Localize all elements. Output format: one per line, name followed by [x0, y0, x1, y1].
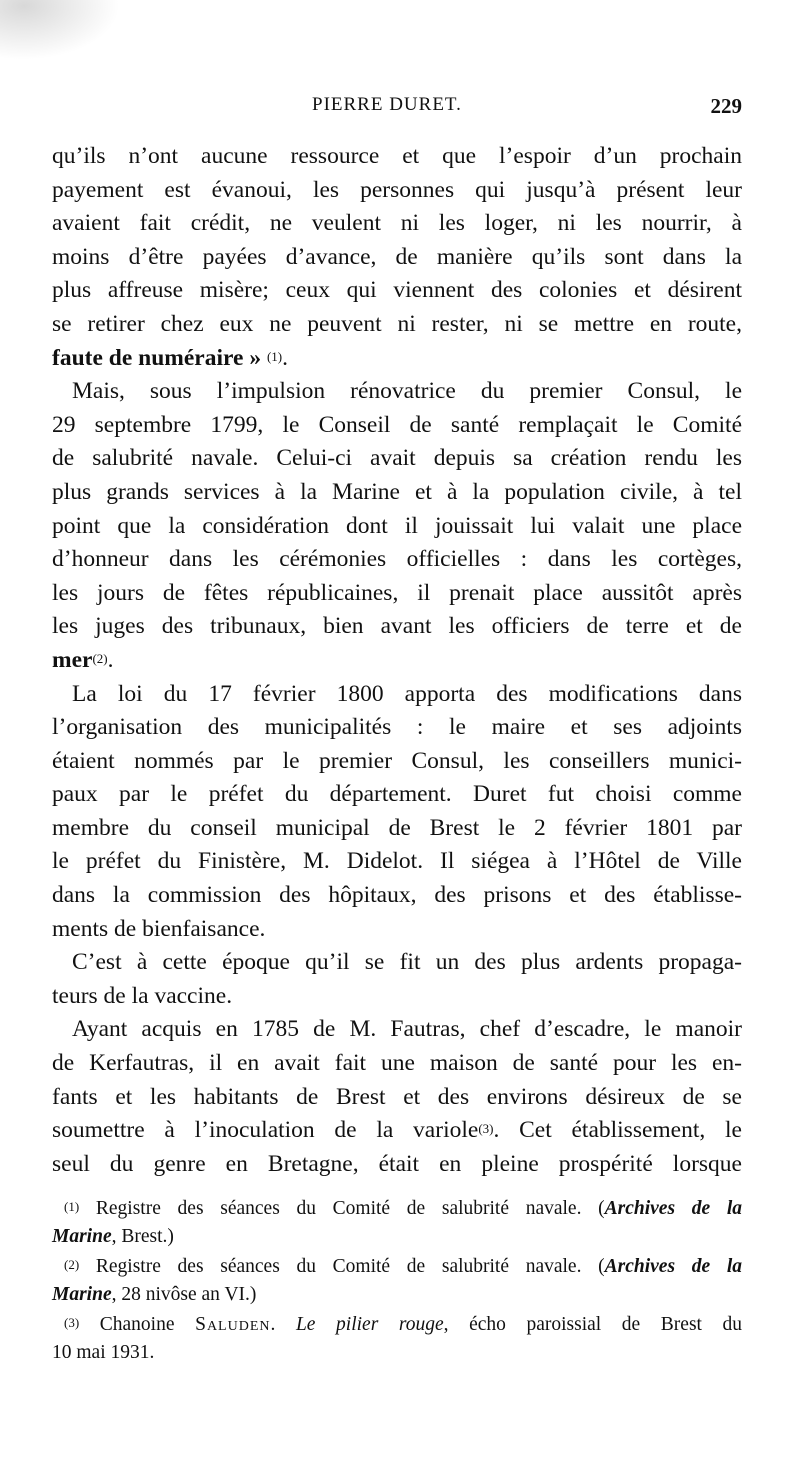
- text-line: [52, 342, 742, 376]
- text-line: seul du genre en Bretagne, était en pleine prospérité lorsque: [52, 1150, 742, 1177]
- footnote-marker: (2): [64, 1257, 80, 1272]
- footnote-2: [52, 1253, 742, 1308]
- page-header: [52, 94, 742, 130]
- text-line: point que la considération dont il jouissait lui valait une place: [52, 512, 742, 539]
- text-fragment: , écho paroissial de Brest du: [443, 1314, 743, 1335]
- footnote-3: [52, 1311, 742, 1366]
- text-fragment: Archives de la: [604, 1198, 743, 1219]
- publication-title: Le pilier rouge: [295, 1314, 444, 1335]
- text-line: le préfet du Finistère, M. Didelot. Il siégea à l’Hôtel de Ville: [52, 848, 742, 875]
- text-fragment: Registre des séances du Comité de salubrité navale. (: [95, 1256, 605, 1277]
- text-line: de salubrité navale. Celui-ci avait depuis sa création rendu les: [52, 445, 742, 472]
- text-line: l’organisation des municipalités : le maire et ses adjoints: [52, 714, 742, 741]
- footnote-ref-1: (1): [266, 348, 283, 364]
- text-line: [52, 644, 742, 678]
- text-line: de Kerfautras, il en avait fait une maison de santé pour les en-: [52, 1050, 742, 1077]
- author-name: Saluden: [195, 1314, 271, 1335]
- footnote-marker: (1): [64, 1199, 80, 1214]
- text-line: qu’ils n’ont aucune ressource et que l’espoir d’un prochain: [52, 143, 742, 169]
- text-fragment: Marine: [52, 1283, 112, 1305]
- text-fragment: .: [107, 646, 114, 673]
- text-fragment: soumettre à l’inoculation de la variole: [52, 1117, 479, 1144]
- text-line: C’est à cette époque qu’il se fit un des plus ardents propaga-: [72, 949, 742, 976]
- text-fragment: .: [282, 344, 288, 371]
- footnote-1: [52, 1195, 742, 1250]
- text-line: les juges des tribunaux, bien avant les officiers de terre et de: [52, 613, 742, 640]
- footnote-line: 10 mai 1931.: [52, 1341, 155, 1363]
- text-line: payement est évanoui, les personnes qui jusqu’à présent leur: [52, 176, 742, 203]
- text-fragment: Registre des séances du Comité de salubrité navale. (: [95, 1198, 605, 1219]
- text-line: moins d’être payées d’avance, de manière qu’ils sont dans la: [52, 243, 742, 270]
- footnotes: [52, 1195, 742, 1369]
- text-fragment: , Brest.): [111, 1225, 174, 1247]
- footnote-line: [52, 1253, 742, 1281]
- text-fragment: . Cet établissement, le: [493, 1117, 742, 1144]
- footnote-marker: (3): [64, 1315, 80, 1330]
- text-line: [52, 1114, 742, 1148]
- paragraph-1: [52, 140, 742, 375]
- footnote-line: [52, 1195, 742, 1223]
- text-fragment: Chanoine: [99, 1314, 196, 1335]
- page-number: 229: [710, 94, 742, 118]
- text-fragment: Archives de la: [604, 1256, 743, 1277]
- text-line: Ayant acquis en 1785 de M. Fautras, chef d’escadre, le manoir: [72, 1016, 742, 1043]
- text-line: dans la commission des hôpitaux, des prisons et des établisse-: [52, 882, 742, 909]
- paragraph-4: [52, 946, 742, 1013]
- text-line: teurs de la vaccine.: [52, 982, 233, 1009]
- text-line: les jours de fêtes républicaines, il prenait place aussitôt après: [52, 579, 742, 606]
- text-line: plus grands services à la Marine et à la population civile, à tel: [52, 478, 742, 505]
- main-text: [52, 140, 742, 1181]
- text-fragment: faute de numéraire »: [52, 344, 262, 371]
- text-fragment: Marine: [52, 1225, 112, 1247]
- paragraph-3: [52, 678, 742, 947]
- text-line: étaient nommés par le premier Consul, les conseillers munici-: [52, 747, 742, 774]
- paragraph-2: [52, 375, 742, 677]
- text-line: La loi du 17 février 1800 apporta des modifications dans: [72, 680, 742, 707]
- text-line: d’honneur dans les cérémonies officielles : dans les cortèges,: [52, 546, 742, 573]
- footnote-ref-3: (3): [478, 1121, 494, 1137]
- paragraph-5: [52, 1013, 742, 1181]
- text-line: se retirer chez eux ne peuvent ni rester, ni se mettre en route,: [52, 310, 742, 337]
- text-line: avaient fait crédit, ne veulent ni les loger, ni les nourrir, à: [52, 210, 742, 237]
- text-fragment: , 28 nivôse an VI.): [111, 1283, 257, 1305]
- text-line: Mais, sous l’impulsion rénovatrice du premier Consul, le: [72, 378, 742, 405]
- footnote-line: [52, 1311, 742, 1339]
- text-line: membre du conseil municipal de Brest le 2 février 1801 par: [52, 814, 742, 841]
- footnote-line: [52, 1281, 742, 1309]
- footnote-line: [52, 1223, 742, 1251]
- text-line: 29 septembre 1799, le Conseil de santé remplaçait le Comité: [52, 411, 742, 438]
- text-line: fants et les habitants de Brest et des environs désireux de se: [52, 1083, 742, 1110]
- text-line: paux par le préfet du département. Duret fut choisi comme: [52, 781, 742, 808]
- text-fragment: .: [270, 1314, 296, 1335]
- text-line: plus affreuse misère; ceux qui viennent des colonies et désirent: [52, 277, 742, 304]
- scan-artifact: [0, 0, 120, 60]
- text-fragment: mer: [52, 646, 93, 673]
- footnote-ref-2: (2): [92, 650, 108, 666]
- running-head: PIERRE DURET.: [312, 94, 462, 115]
- text-line: ments de bienfaisance.: [52, 915, 266, 942]
